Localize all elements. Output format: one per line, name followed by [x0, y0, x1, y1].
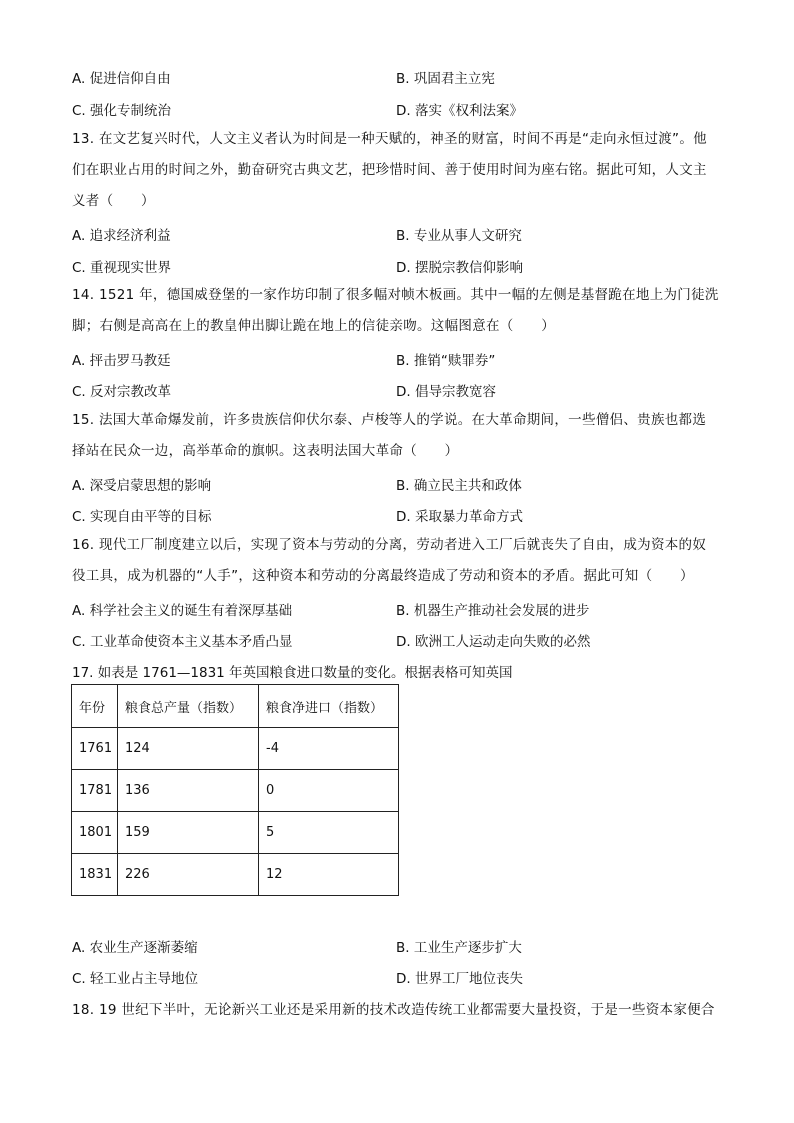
q14-option-b[interactable]: B. 推销“赎罪券”: [396, 353, 496, 369]
q13-option-b[interactable]: B. 专业从事人文研究: [396, 228, 522, 244]
table-cell: 226: [118, 854, 259, 896]
q16-stem: [72, 530, 722, 592]
grain-import-table: [71, 684, 399, 896]
q12-option-a[interactable]: A. 促进信仰自由: [72, 71, 171, 87]
table-header-row: [72, 685, 399, 728]
table-row: [72, 812, 399, 854]
q15-option-b[interactable]: B. 确立民主共和政体: [396, 478, 522, 494]
q15-line-1: 15. 法国大革命爆发前，许多贵族信仰伏尔泰、卢梭等人的学说。在大革命期间，一些僧侣、贵族也都选: [72, 412, 707, 428]
q16-option-b[interactable]: B. 机器生产推动社会发展的进步: [396, 603, 590, 619]
q13-line-2: 们在职业占用的时间之外，勤奋研究古典文艺，把珍惜时间、善于使用时间为座右铭。据此可知，人文主: [72, 162, 707, 178]
q17-stem: 17. 如表是 1761—1831 年英国粮食进口数量的变化。根据表格可知英国: [72, 665, 513, 681]
q13-stem: [72, 124, 722, 217]
table-cell: 136: [118, 770, 259, 812]
q14-line-2: 脚；右侧是高高在上的教皇伸出脚让跪在地上的信徒亲吻。这幅图意在（ ）: [72, 318, 555, 334]
table-header-import: 粮食净进口（指数）: [259, 685, 399, 728]
q13-option-c[interactable]: C. 重视现实世界: [72, 260, 172, 276]
q17-option-a[interactable]: A. 农业生产逐渐萎缩: [72, 940, 198, 956]
q13-line-3: 义者（ ）: [72, 193, 155, 209]
q14-option-c[interactable]: C. 反对宗教改革: [72, 384, 172, 400]
q14-option-d[interactable]: D. 倡导宗教宽容: [396, 384, 496, 400]
table-cell: 0: [259, 770, 399, 812]
table-cell: 5: [259, 812, 399, 854]
q14-stem: [72, 280, 722, 342]
table-header-output: 粮食总产量（指数）: [118, 685, 259, 728]
table-row: [72, 854, 399, 896]
table-cell: 12: [259, 854, 399, 896]
q13-line-1: 13. 在文艺复兴时代，人文主义者认为时间是一种天赋的，神圣的财富，时间不再是“走向永恒过渡”。他: [72, 131, 707, 147]
table-cell: 159: [118, 812, 259, 854]
table-row: [72, 770, 399, 812]
q17-option-d[interactable]: D. 世界工厂地位丧失: [396, 971, 523, 987]
table-header-year: 年份: [72, 685, 118, 728]
table-cell: 1801: [72, 812, 118, 854]
q16-option-d[interactable]: D. 欧洲工人运动走向失败的必然: [396, 634, 591, 650]
q13-option-d[interactable]: D. 摆脱宗教信仰影响: [396, 260, 523, 276]
q12-option-c[interactable]: C. 强化专制统治: [72, 103, 172, 119]
table-row: [72, 728, 399, 770]
q15-option-c[interactable]: C. 实现自由平等的目标: [72, 509, 212, 525]
q13-option-a[interactable]: A. 追求经济利益: [72, 228, 171, 244]
table-cell: 124: [118, 728, 259, 770]
table-cell: 1761: [72, 728, 118, 770]
table-cell: -4: [259, 728, 399, 770]
q17-option-b[interactable]: B. 工业生产逐步扩大: [396, 940, 522, 956]
table-cell: 1781: [72, 770, 118, 812]
q16-line-1: 16. 现代工厂制度建立以后，实现了资本与劳动的分离，劳动者进入工厂后就丧失了自由，成为资本的奴: [72, 537, 707, 553]
q15-line-2: 择站在民众一边，高举革命的旗帜。这表明法国大革命（ ）: [72, 443, 459, 459]
q15-stem: [72, 405, 722, 467]
q15-option-d[interactable]: D. 采取暴力革命方式: [396, 509, 523, 525]
q15-option-a[interactable]: A. 深受启蒙思想的影响: [72, 478, 212, 494]
q16-line-2: 役工具，成为机器的“人手”，这种资本和劳动的分离最终造成了劳动和资本的矛盾。据此可知（ ）: [72, 568, 694, 584]
q16-option-a[interactable]: A. 科学社会主义的诞生有着深厚基础: [72, 603, 293, 619]
q14-option-a[interactable]: A. 抨击罗马教廷: [72, 353, 171, 369]
q12-option-d[interactable]: D. 落实《权利法案》: [396, 103, 523, 119]
q18-stem: 18. 19 世纪下半叶，无论新兴工业还是采用新的技术改造传统工业都需要大量投资，于是一些资本家便合: [72, 1002, 715, 1018]
q14-line-1: 14. 1521 年，德国威登堡的一家作坊印制了很多幅对帧木板画。其中一幅的左侧是基督跪在地上为门徒洗: [72, 287, 719, 303]
table-cell: 1831: [72, 854, 118, 896]
q16-option-c[interactable]: C. 工业革命使资本主义基本矛盾凸显: [72, 634, 293, 650]
q17-option-c[interactable]: C. 轻工业占主导地位: [72, 971, 199, 987]
q12-option-b[interactable]: B. 巩固君主立宪: [396, 71, 495, 87]
